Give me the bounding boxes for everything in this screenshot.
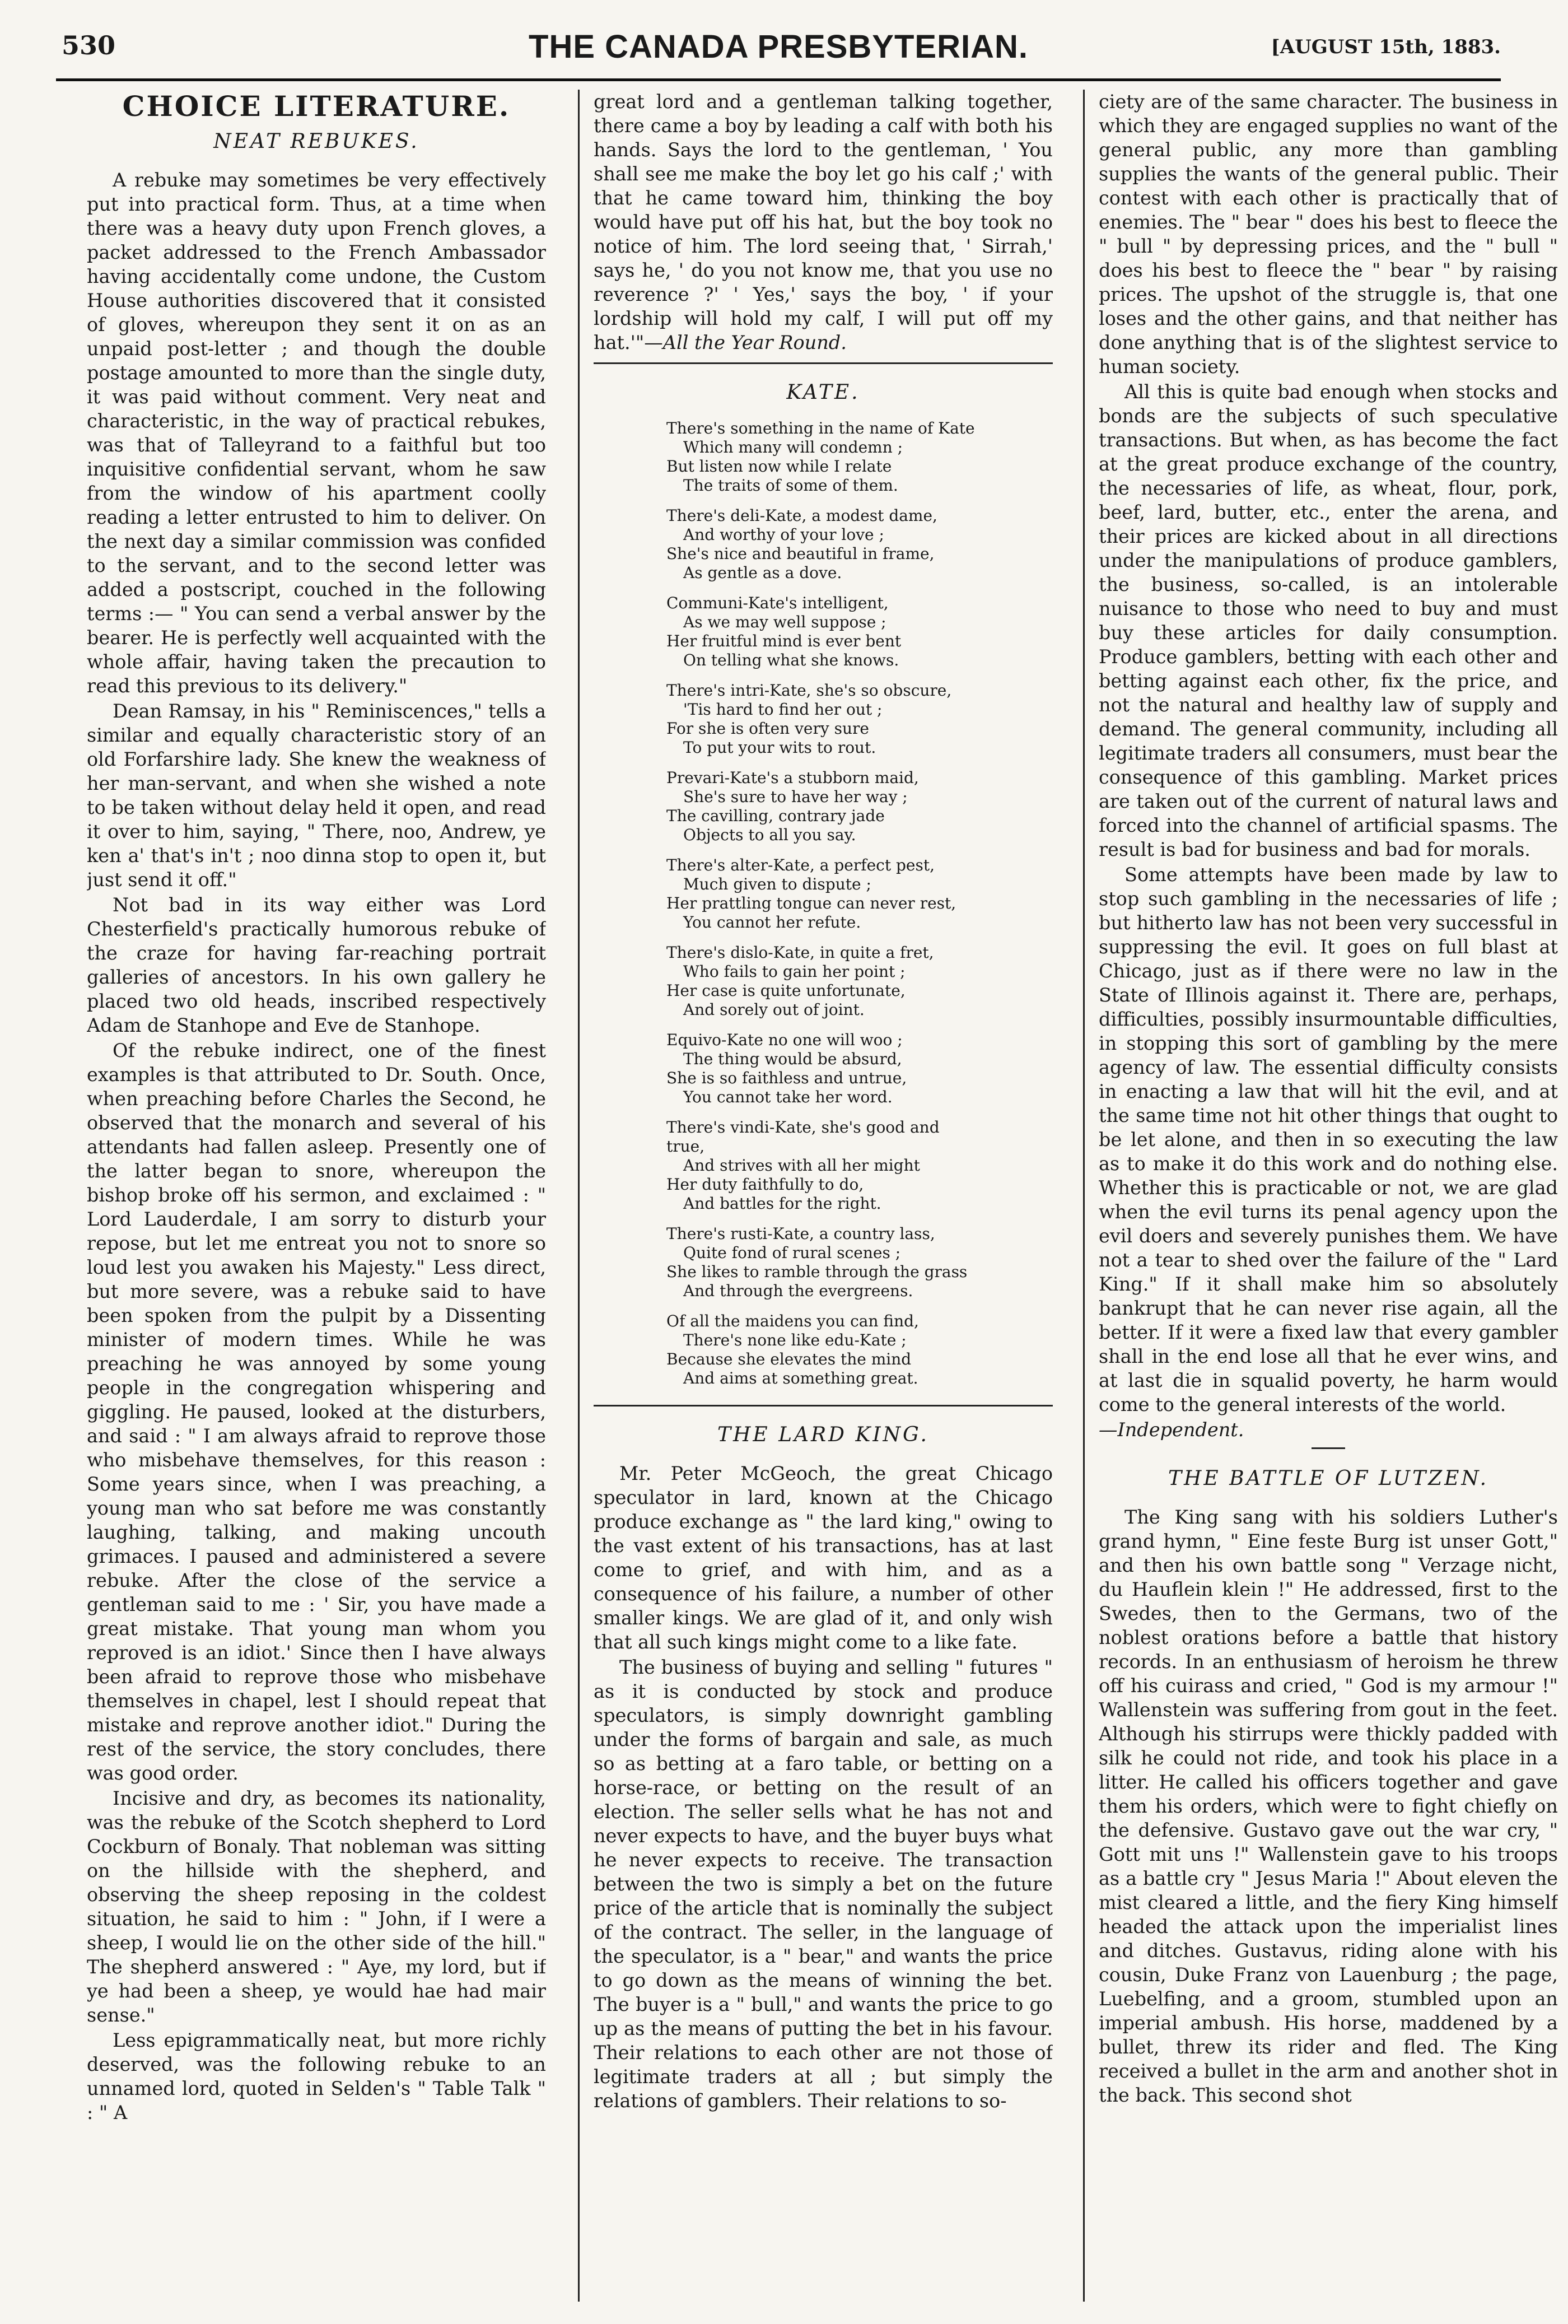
issue-date: [AUGUST 15th, 1883. <box>1271 36 1501 58</box>
paragraph: A rebuke may sometimes be very effectively put into practical form. Thus, at a time when there was a heavy duty upon French gloves, a packet addressed to the French Ambassador having accidentally come undone, the Custom House authorities discovered that it consisted of gloves, whereupon they sent it on as an unpaid post-letter ; and though the double postage amounted to more than the single duty, it was paid without comment. Very neat and characteristic, in the way of practical rebukes, was that of Talleyrand to a faithful but too inquisitive confidential servant, whom he saw from the window of his apartment coolly reading a letter entrusted to him to deliver. On the next day a similar commission was confided to the servant, and to the second letter was added a postscript, couched in the following terms :— " You can send a verbal answer by the bearer. He is perfectly well acquainted with the whole affair, having taken the precaution to read this previous to its delivery." <box>87 169 546 697</box>
poem-line: The traits of some of them. <box>683 476 898 495</box>
poem-stanza <box>666 1312 980 1388</box>
poem-line: She likes to ramble through the grass <box>666 1263 968 1281</box>
continued-text: great lord and a gentleman talking together, there came a boy by leading a calf with both his hands. Says the lord to the gentleman, ' You shall see me make the boy let go his calf ;' with that he came toward him, thinking the boy would have put off his hat, but the boy took no notice of him. The lord seeing that, ' Sirrah,' says he, ' do you not know me, that you use no reverence ?' ' Yes,' says the boy, ' if your lordship will hold my calf, I will put off my hat.'"— <box>594 91 1053 353</box>
poem-stanza <box>666 506 980 583</box>
poem-line: And aims at something great. <box>683 1369 918 1387</box>
paragraph: Of the rebuke indirect, one of the finest examples is that attributed to Dr. South. Once, when preaching before Charles the Second, he observed that the monarch and several of his attendants had fallen asleep. Presently one of the latter began to snore, whereupon the bishop broke off his sermon, and exclaimed : " Lord Lauderdale, I am sorry to disturb your repose, but let me entreat you not to snore so loud lest you awaken his Majesty." Less direct, but more severe, was a rebuke said to have been spoken from the pulpit by a Dissenting minister of modern times. While he was preaching he was annoyed by some young people in the congregation whispering and giggling. He paused, looked at the disturbers, and said : " I am always afraid to reprove those who misbehave themselves, for this reason : Some years since, when I was preaching, a young man who sat before me was constantly laughing, talking, and making uncouth grimaces. I paused and administered a severe rebuke. After the close of the service a gentleman said to me : ' Sir, you have made a great mistake. That young man whom you reproved is an idiot.' Since then I have always been afraid to reprove those who misbehave themselves in chapel, lest I should repeat that mistake and reprove another idiot." During the rest of the service, the story concludes, there was good order. <box>87 1040 546 1784</box>
poem-line: To put your wits to rout. <box>683 738 876 757</box>
poem-line: Who fails to gain her point ; <box>683 962 906 981</box>
poem-line: For she is often very sure <box>666 719 869 738</box>
poem-line: Her fruitful mind is ever bent <box>666 632 902 650</box>
poem-line: She's nice and beautiful in frame, <box>666 544 935 563</box>
poem-stanza <box>666 1031 980 1107</box>
newspaper-title: THE CANADA PRESBYTERIAN. <box>529 29 1028 65</box>
poem-line: But listen now while I relate <box>666 457 892 476</box>
poem-line: There's something in the name of Kate <box>666 419 975 437</box>
poem-line: And battles for the right. <box>683 1194 881 1213</box>
poem-stanza <box>666 943 980 1019</box>
poem-line: As gentle as a dove. <box>683 563 842 582</box>
paragraph: Not bad in its way either was Lord Chesterfield's practically humorous rebuke of the craze for having far-reaching portrait galleries of ancestors. In his own gallery he placed two old heads, inscribed respectively Adam de Stanhope and Eve de Stanhope. <box>87 894 546 1036</box>
poem-line: Which many will condemn ; <box>683 438 903 457</box>
poem-line: Her duty faithfully to do, <box>666 1175 864 1194</box>
paragraph: The King sang with his soldiers Luther's grand hymn, " Eine feste Burg ist unser Gott," and then his own battle song " Verzage nicht, du Hauflein klein !" He addressed, first to the Swedes, then to the Germans, two of the noblest orations before a battle that history records. In an enthusiasm of heroism he threw off his cuirass and cried, " God is my armour !" Wallenstein was suffering from gout in the feet. Although his stirrups were thickly padded with silk he could not ride, and took his place in a litter. He called his officers together and gave them his orders, which were to fight chiefly on the defensive. Gustavo gave out the war cry, " Gott mit uns !" Wallenstein gave to his troops as a battle cry " Jesus Maria !" About eleven the mist cleared a little, and the fiery King himself headed the attack upon the imperialist lines and ditches. Gustavus, riding alone with his cousin, Duke Franz von Lauenburg ; the page, Luebelfing, and a groom, stumbled upon an imperial ambush. His horse, maddened by a bullet, threw its rider and fled. The King received a bullet in the arm and another shot in the back. This second shot <box>1099 1506 1558 2106</box>
continued-paragraph: ciety are of the same character. The business in which they are engaged supplies no want of the general public, any more than gambling supplies the wants of the general public. Their contest with each other is practically that of enemies. The " bear " does his best to fleece the " bull " by depressing prices, and the " bull " does his best to fleece the " bear " by raising prices. The upshot of the struggle is, that one loses and the other gains, and that neither has done anything that is of the slightest service to human society. <box>1099 91 1558 378</box>
column-rule-1 <box>578 90 580 2302</box>
paragraph: Mr. Peter McGeoch, the great Chicago speculator in lard, known at the Chicago produce exchange as " the lard king," owing to the vast extent of his transactions, has at last come to grief, and with him, and as a consequence of his failure, a number of other smaller kings. We are glad of it, and only wish that all such kings might come to a like fate. <box>594 1463 1053 1653</box>
poem-line: There's vindi-Kate, she's good and true, <box>666 1118 940 1156</box>
poem-stanza <box>666 681 980 757</box>
poem-line: And through the evergreens. <box>683 1282 913 1300</box>
poem-line: Quite fond of rural scenes ; <box>683 1243 901 1262</box>
column-2 <box>594 90 1053 2302</box>
poem-line: You cannot her refute. <box>683 913 861 932</box>
paragraph: Dean Ramsay, in his " Reminiscences," tells a similar and equally characteristic story of an old Forfarshire lady. She knew the weakness of her man-servant, and when she wished a note to be taken without delay held it open, and read it over to him, saying, " There, noo, Andrew, ye ken a' that's in't ; noo dinna stop to open it, but just send it off." <box>87 700 546 891</box>
poem-line: Equivo-Kate no one will woo ; <box>666 1031 903 1049</box>
poem-line: You cannot take her word. <box>683 1088 893 1106</box>
poem-line: The cavilling, contrary jade <box>666 807 885 825</box>
poem-stanza <box>666 1118 980 1213</box>
poem-stanza <box>666 769 980 845</box>
poem-line: On telling what she knows. <box>683 651 899 669</box>
poem-stanza <box>666 594 980 670</box>
paragraph: All this is quite bad enough when stocks and bonds are the subjects of such speculative transactions. But when, as has become the fact at the great produce exchange of the country, the necessaries of life, as wheat, flour, pork, beef, lard, butter, etc., enter the arena, and their prices are kicked about in all directions under the manipulations of produce gamblers, the business, so-called, is an intolerable nuisance to those who need to buy and must buy these articles for daily consumption. Produce gamblers, betting with each other and betting against each other, fix the price, and not the natural and healthy law of supply and demand. The general community, including all legitimate traders all consumers, must bear the consequence of this gambling. Market prices are taken out of the current of natural laws and forced into the channel of artificial spasms. The result is bad for business and bad for morals. <box>1099 381 1558 860</box>
poem-stanza <box>666 419 980 495</box>
poem-line: And worthy of your love ; <box>683 525 884 544</box>
poem-line: The thing would be absurd, <box>683 1050 902 1068</box>
poem-line: Prevari-Kate's a stubborn maid, <box>666 769 919 787</box>
poem-line: Because she elevates the mind <box>666 1350 912 1368</box>
poem-line: Objects to all you say. <box>683 826 856 844</box>
poem-line: There's intri-Kate, she's so obscure, <box>666 681 952 700</box>
poem-line: There's none like edu-Kate ; <box>683 1331 907 1349</box>
poem-line: There's alter-Kate, a perfect pest, <box>666 856 935 874</box>
masthead-rule <box>56 78 1501 81</box>
poem-line: Of all the maidens you can find, <box>666 1312 919 1330</box>
poem-line: 'Tis hard to find her out ; <box>683 700 883 719</box>
poem-line: There's deli-Kate, a modest dame, <box>666 506 937 525</box>
poem-line: She's sure to have her way ; <box>683 788 908 806</box>
column-3 <box>1099 90 1558 2302</box>
paragraph: Some attempts have been made by law to stop such gambling in the necessaries of life ; but hitherto law has not been very successful in suppressing the evil. It goes on full blast at Chicago, just as if there were no law in the State of Illinois against it. There are, perhaps, difficulties, possibly insurmountable difficulties, in stopping this sort of gambling by the mere agency of law. The essential difficulty consists in enacting a law that will hit the evil, and at the same time not hit other things that ought to be let alone, and then in so executing the law as to make it do this work and do nothing else. Whether this is practicable or not, we are glad when the evil turns its penal agency upon the evil doers and severely punishes them. We have not a tear to shed over the failure of the " Lard King." If it shall make him so absolutely bankrupt that he can never rise again, all the better. If it were a fixed law that every gambler shall in the end lose all that he ever wins, and at last die in squalid poverty, he harm would come to the general interests of the world. <box>1099 864 1558 1415</box>
article-source: —Independent. <box>1099 1419 1244 1441</box>
continued-paragraph <box>594 90 1053 355</box>
poem-line: Her prattling tongue can never rest, <box>666 894 956 912</box>
section-dash <box>1312 1447 1345 1449</box>
poem-line: She is so faithless and untrue, <box>666 1069 907 1087</box>
masthead <box>56 28 1501 73</box>
poem-line: Much given to dispute ; <box>683 875 871 893</box>
column-rule-2 <box>1083 90 1085 2302</box>
page-number: 530 <box>62 30 116 60</box>
paragraph: The business of buying and selling " futures " as it is conducted by stock and produce speculators, is simply downright gambling under the forms of bargain and sale, as much so as betting at a faro table, or betting on a horse-race, or betting on the result of an election. The seller sells what he has not and never expects to have, and the buyer buys what he never expects to receive. The transaction between the two is simply a bet on the future price of the article that is nominally the subject of the contract. The seller, in the language of the speculator, is a " bear," and wants the price to go down as the means of winning the bet. The buyer is a " bull," and wants the price to go up as the means of putting the bet in his favour. Their relations to each other are not those of legitimate traders at all ; but simply the relations of gamblers. Their relations to so- <box>594 1656 1053 2112</box>
department-heading: CHOICE LITERATURE. <box>122 90 511 123</box>
paragraph: Incisive and dry, as becomes its nationality, was the rebuke of the Scotch shepherd to Lord Cockburn of Bonaly. That nobleman was sitting on the hillside with the shepherd, and observing the sheep reposing in the coldest situation, he said to him : " John, if I were a sheep, I would lie on the other side of the hill." The shepherd answered : " Aye, my lord, but if ye had been a sheep, ye would hae had mair sense." <box>87 1787 546 2026</box>
poem-stanza <box>666 856 980 932</box>
poem-line: And sorely out of joint. <box>683 1000 865 1019</box>
poem-line: Her case is quite unfortunate, <box>666 981 906 1000</box>
section-rule <box>594 1405 1053 1406</box>
poem-stanza <box>666 1224 980 1301</box>
poem-line: And strives with all her might <box>683 1156 920 1175</box>
poem-line: As we may well suppose ; <box>683 613 886 631</box>
poem-line: Communi-Kate's intelligent, <box>666 594 889 612</box>
poem-title: KATE. <box>786 381 860 404</box>
section-rule <box>594 362 1053 364</box>
article-title-battle-of-lutzen: THE BATTLE OF LUTZEN. <box>1168 1467 1489 1490</box>
poem-line: There's rusti-Kate, a country lass, <box>666 1224 935 1243</box>
poem-line: There's dislo-Kate, in quite a fret, <box>666 943 934 962</box>
article-source: All the Year Round. <box>662 332 847 353</box>
article-title-lard-king: THE LARD KING. <box>717 1423 929 1446</box>
column-1 <box>87 90 546 2302</box>
poem-kate <box>666 419 980 1388</box>
paragraph: Less epigrammatically neat, but more richly deserved, was the following rebuke to an unnamed lord, quoted in Selden's " Table Talk " : " A <box>87 2029 546 2123</box>
article-title-neat-rebukes: NEAT REBUKES. <box>213 130 419 153</box>
